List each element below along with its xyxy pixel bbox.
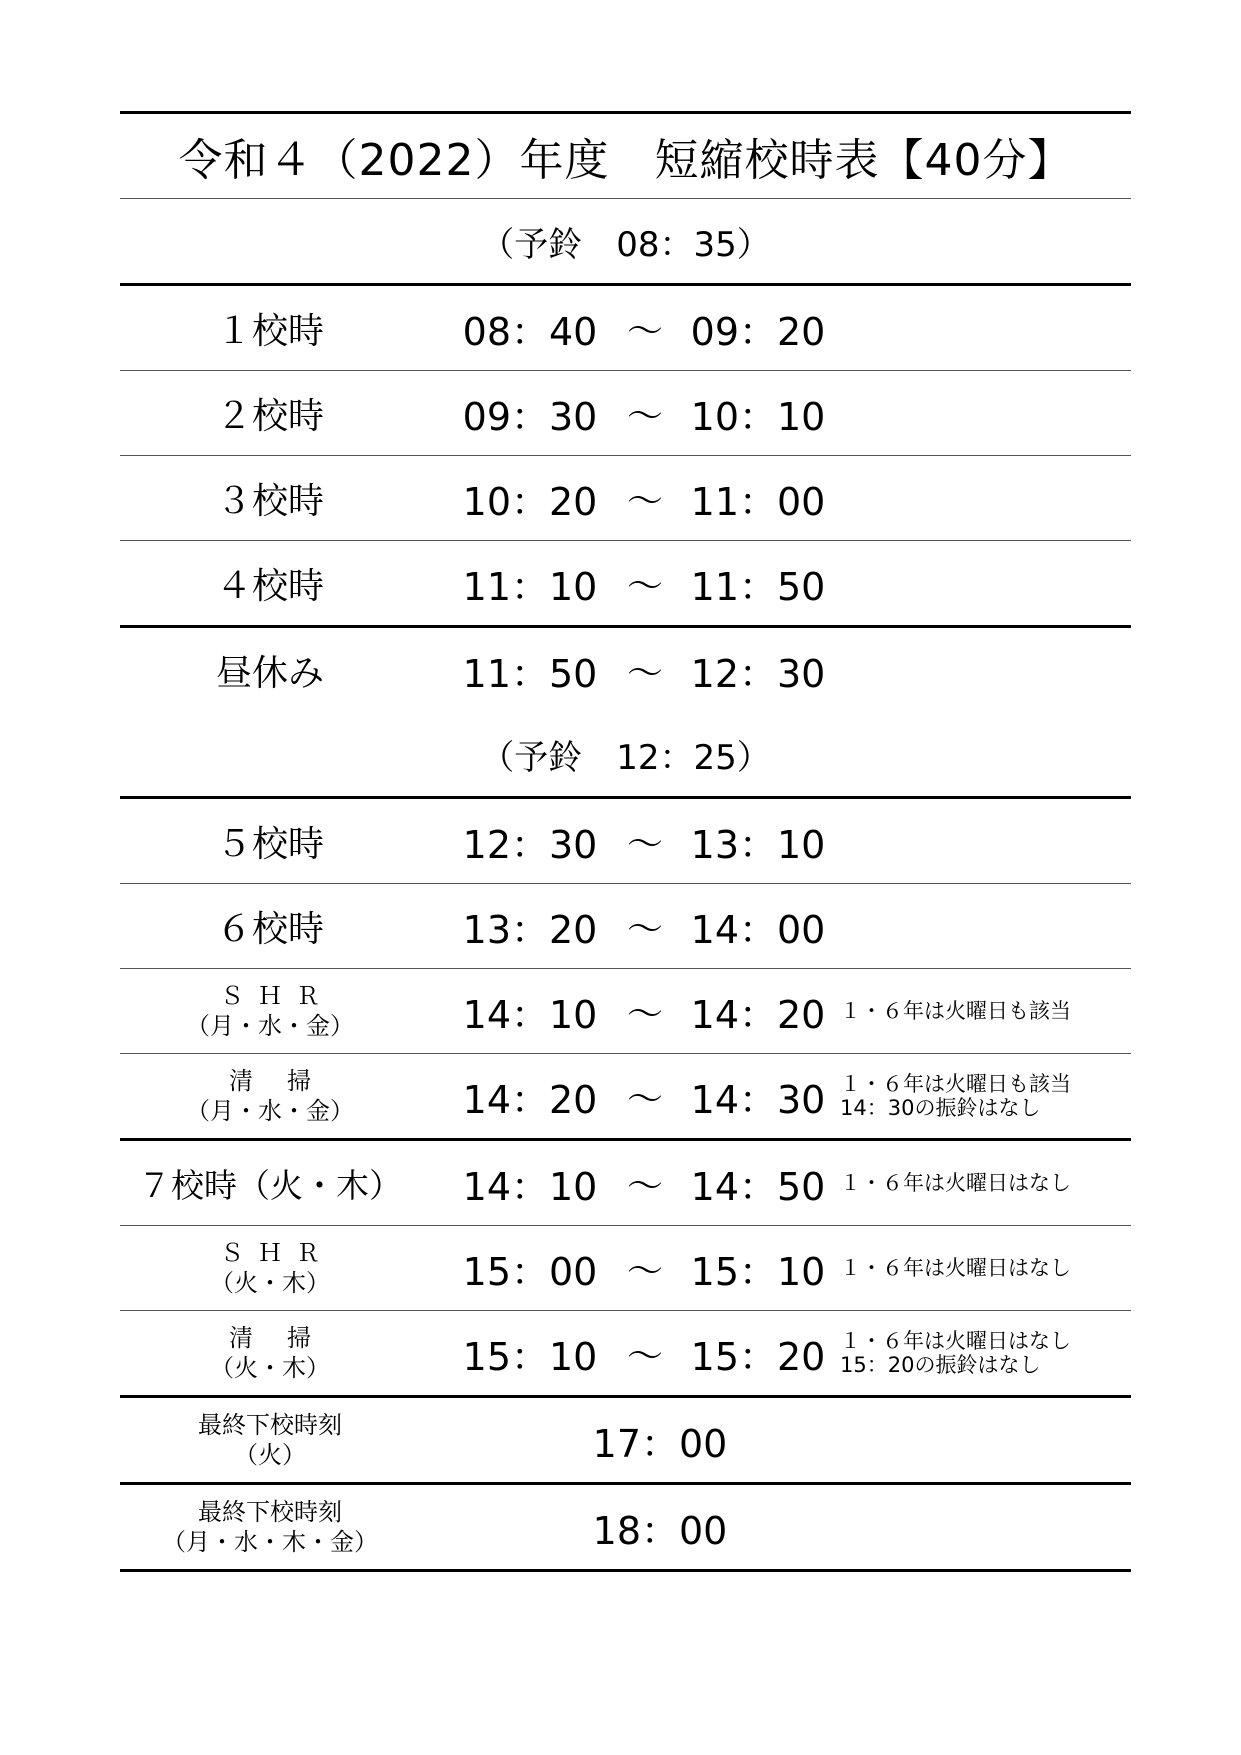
period-label: [120, 1226, 420, 1310]
label-line-1: 最終下校時刻: [198, 1411, 342, 1439]
page-title: 令和４（2022）年度 短縮校時表【40分】: [178, 135, 1073, 186]
end-time: 11：50: [690, 564, 826, 609]
note-line-1: １・６年は火曜日はなし: [840, 1171, 1071, 1195]
period-label: [120, 1311, 420, 1395]
end-time: 09：20: [690, 309, 826, 354]
label-line-1: ＳＨＲ: [220, 982, 334, 1010]
end-time: 14：00: [690, 907, 826, 952]
period-label: [120, 1485, 420, 1569]
end-time: 15：10: [690, 1249, 826, 1294]
dismissal-time: 17：00: [592, 1421, 728, 1466]
label-line-2: （火・木）: [210, 1354, 330, 1382]
period-label: ４校時: [215, 565, 324, 607]
label-line-2: （火・木）: [210, 1269, 330, 1297]
period-row-2: [120, 371, 1131, 455]
final-dismissal-tue-row: [120, 1398, 1131, 1482]
note-line-1: １・６年は火曜日も該当: [840, 1072, 1071, 1096]
start-time: 10：20: [462, 479, 598, 524]
morning-warning-bell: （予鈴 08：35）: [480, 224, 771, 265]
start-time: 14：10: [462, 992, 598, 1037]
range-separator: ～: [626, 480, 663, 522]
period-label: １校時: [215, 310, 324, 352]
morning-warning-bell-row: [120, 199, 1131, 283]
shr-tt-row: [120, 1226, 1131, 1310]
final-dismissal-other-row: [120, 1485, 1131, 1569]
note: [840, 1141, 1130, 1225]
start-time: 14：20: [462, 1077, 598, 1122]
range-separator: ～: [626, 993, 663, 1035]
end-time: 11：00: [690, 479, 826, 524]
period-row-1: [120, 286, 1131, 370]
range-separator: ～: [626, 1335, 663, 1377]
label-line-1: 清掃: [229, 1067, 345, 1095]
note-line-1: １・６年は火曜日はなし: [840, 1329, 1071, 1353]
end-time: 12：30: [690, 651, 826, 696]
afternoon-warning-bell: （予鈴 12：25）: [480, 737, 771, 778]
period-row-3: [120, 456, 1131, 540]
range-separator: ～: [626, 908, 663, 950]
range-separator: ～: [626, 395, 663, 437]
label-line-2: （月・水・金）: [186, 1012, 354, 1040]
timetable: [120, 111, 1131, 1572]
note: [840, 1226, 1130, 1310]
range-separator: ～: [626, 565, 663, 607]
note-line-1: １・６年は火曜日はなし: [840, 1256, 1071, 1280]
period-label: 昼休み: [215, 652, 324, 694]
start-time: 15：10: [462, 1334, 598, 1379]
start-time: 08：40: [462, 309, 598, 354]
end-time: 14：30: [690, 1077, 826, 1122]
end-time: 10：10: [690, 394, 826, 439]
note-line-2: 15：20の振鈴はなし: [840, 1353, 1041, 1377]
period-row-7: [120, 1141, 1131, 1225]
note-line-1: １・６年は火曜日も該当: [840, 999, 1071, 1023]
label-line-2: （月・水・金）: [186, 1097, 354, 1125]
start-time: 09：30: [462, 394, 598, 439]
period-label: ５校時: [215, 823, 324, 865]
start-time: 11：10: [462, 564, 598, 609]
end-time: 13：10: [690, 822, 826, 867]
start-time: 11：50: [462, 651, 598, 696]
range-separator: ～: [626, 310, 663, 352]
period-row-6: [120, 884, 1131, 968]
period-label: [120, 1398, 420, 1482]
start-time: 15：00: [462, 1249, 598, 1294]
note: [840, 1054, 1130, 1138]
period-row-4: [120, 541, 1131, 625]
start-time: 14：10: [462, 1164, 598, 1209]
range-separator: ～: [626, 1250, 663, 1292]
label-line-1: ＳＨＲ: [220, 1239, 334, 1267]
start-time: 13：20: [462, 907, 598, 952]
start-time: 12：30: [462, 822, 598, 867]
note: [840, 969, 1130, 1053]
afternoon-warning-bell-row: [120, 712, 1131, 796]
label-line-1: 清掃: [229, 1324, 345, 1352]
range-separator: ～: [626, 1078, 663, 1120]
end-time: 14：20: [690, 992, 826, 1037]
lunch-row: [120, 628, 1131, 712]
period-row-5: [120, 799, 1131, 883]
end-time: 15：20: [690, 1334, 826, 1379]
shr-mwf-row: [120, 969, 1131, 1053]
cleaning-tt-row: [120, 1311, 1131, 1395]
period-label: ６校時: [215, 908, 324, 950]
label-line-1: 最終下校時刻: [198, 1498, 342, 1526]
period-label: ７校時（火・木）: [138, 1165, 402, 1205]
range-separator: ～: [626, 823, 663, 865]
period-label: [120, 1054, 420, 1138]
bottom-rule: [120, 1569, 1131, 1572]
range-separator: ～: [626, 1165, 663, 1207]
range-separator: ～: [626, 652, 663, 694]
end-time: 14：50: [690, 1164, 826, 1209]
dismissal-time: 18：00: [592, 1508, 728, 1553]
label-line-2: （火）: [234, 1441, 306, 1469]
cleaning-mwf-row: [120, 1054, 1131, 1138]
period-label: [120, 969, 420, 1053]
note: [840, 1311, 1130, 1395]
note-line-2: 14：30の振鈴はなし: [840, 1096, 1041, 1120]
period-label: ２校時: [215, 395, 324, 437]
label-line-2: （月・水・木・金）: [162, 1528, 378, 1556]
period-label: ３校時: [215, 480, 324, 522]
